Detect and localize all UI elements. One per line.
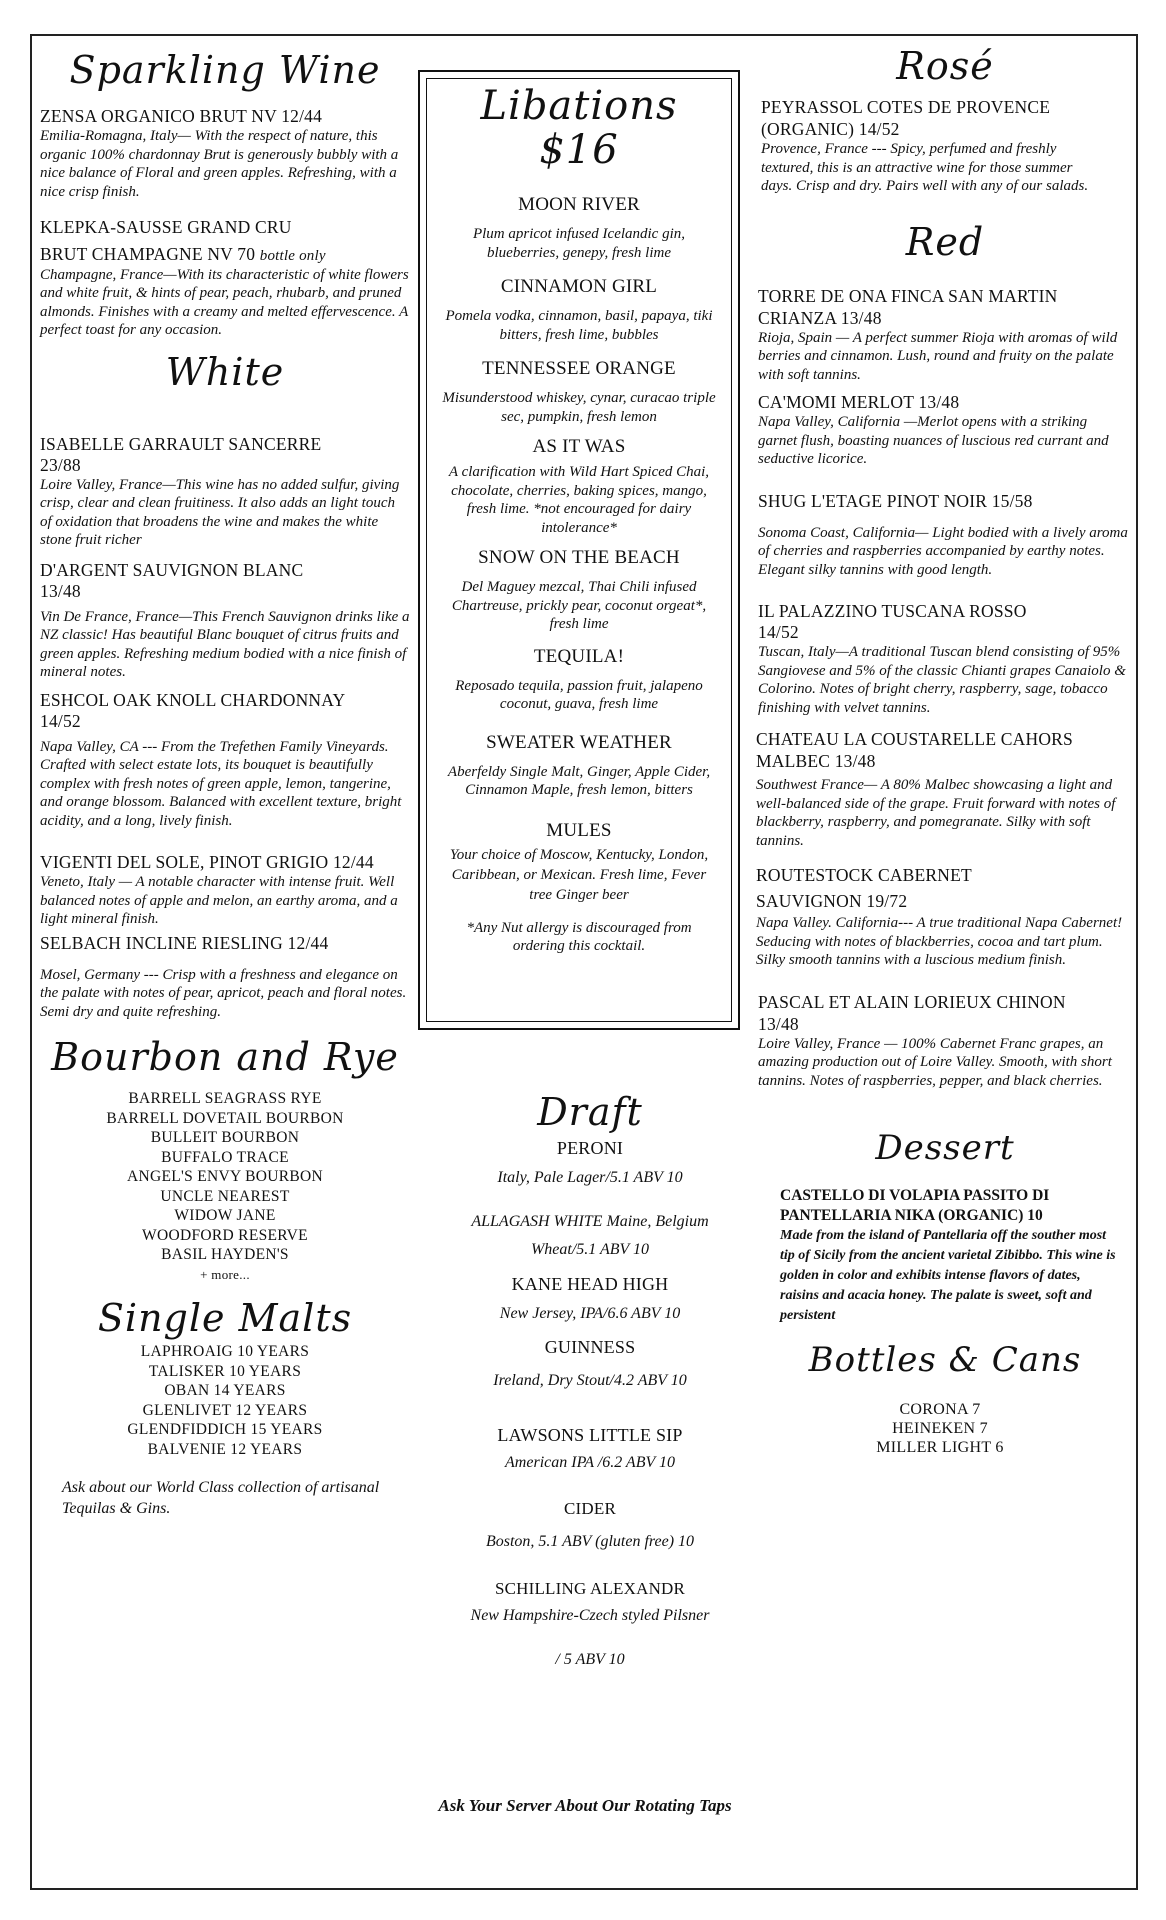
draft-name: KANE HEAD HIGH <box>511 1273 669 1294</box>
wine-name: ESHCOL OAK KNOLL CHARDONNAY <box>40 689 346 710</box>
malts-heading: Single Malts <box>97 1296 353 1340</box>
cocktail <box>440 358 718 426</box>
wine-name: SHUG L'ETAGE PINOT NOIR 15/58 <box>758 490 1033 511</box>
cocktail <box>440 732 718 800</box>
wine-name: VIGENTI DEL SOLE, PINOT GRIGIO 12/44 <box>40 852 374 872</box>
cocktail-name: SNOW ON THE BEACH <box>478 547 680 568</box>
list-item: LAPHROAIG 10 YEARS <box>140 1343 310 1360</box>
draft-description: ALLAGASH WHITE Maine, Belgium Wheat/5.1 ABV 10 <box>471 1212 709 1258</box>
list-item: TALISKER 10 YEARS <box>148 1362 302 1380</box>
wine-name: PEYRASSOL COTES DE PROVENCE (ORGANIC) 14/52 <box>761 97 1051 139</box>
cocktail-name: CINNAMON GIRL <box>500 276 658 297</box>
draft-item <box>440 1208 740 1264</box>
libations-box <box>418 70 740 1030</box>
wine-price: 13/48 <box>40 580 81 601</box>
wine-name-line2 <box>40 244 410 266</box>
wine-name: D'ARGENT SAUVIGNON BLANC <box>40 559 304 580</box>
cocktail <box>440 436 718 537</box>
world-class-note: Ask about our World Class collection of artisanal Tequilas & Gins. <box>62 1479 380 1517</box>
draft-abv: / 5 ABV 10 <box>555 1651 625 1668</box>
wine-name: CHATEAU LA COUSTARELLE CAHORS <box>756 729 1073 749</box>
draft-description: Italy, Pale Lager/5.1 ABV 10 <box>497 1169 683 1186</box>
list-item: BARRELL DOVETAIL BOURBON <box>106 1109 344 1127</box>
cocktail-description: A clarification with Wild Hart Spiced Chai, chocolate, cherries, baking spices, mango, fresh lime. *not encouraged for dairy intolerance* <box>448 464 710 536</box>
white-heading: White <box>165 349 285 394</box>
wine-price: 14/52 <box>758 622 799 642</box>
wine-description: Veneto, Italy — A notable character with intense fruit. Well balanced notes of apple and melon, an earthy aroma, and a light mineral finish. <box>40 874 398 927</box>
draft-description: Boston, 5.1 ABV (gluten free) 10 <box>485 1533 695 1550</box>
wine-description: Napa Valley, CA --- From the Trefethen Family Vineyards. Crafted with select estate lots, its bouquet is beautifully complex with fresh notes of green apple, lemon, tangerine, and orange blossom. Balanced with excellent texture, bright acidity, and a long, lively finish. <box>40 738 402 829</box>
wine-entry <box>40 106 410 201</box>
draft-section <box>440 1090 740 1670</box>
wine-entry <box>756 862 1128 970</box>
list-item: BASIL HAYDEN'S <box>161 1246 289 1263</box>
more-text: + more... <box>200 1266 250 1282</box>
wine-entry <box>40 933 410 1022</box>
draft-description: Ireland, Dry Stout/4.2 ABV 10 <box>493 1372 687 1389</box>
list-item: UNCLE NEAREST <box>160 1187 290 1205</box>
list-item: OBAN 14 YEARS <box>164 1382 286 1399</box>
wine-description: Napa Valley, California —Merlot opens with a striking garnet flush, boasting nuances of luscious red currant and seductive licorice. <box>758 414 1109 467</box>
list-item: BULLEIT BOURBON <box>150 1129 300 1146</box>
wine-name: TORRE DE ONA FINCA SAN MARTIN <box>758 285 1058 306</box>
cocktail <box>440 547 718 634</box>
dessert-heading: Dessert <box>875 1128 1015 1168</box>
wine-entry <box>40 560 410 682</box>
sparkling-heading: Sparkling Wine <box>69 48 381 92</box>
left-column <box>40 48 410 1519</box>
wine-name: ZENSA ORGANICO BRUT NV 12/44 <box>40 106 323 126</box>
cocktail-name: AS IT WAS <box>532 436 626 457</box>
list-item: ANGEL'S ENVY BOURBON <box>127 1168 323 1185</box>
wine-entry <box>756 491 1130 580</box>
wine-description: Loire Valley, France — 100% Cabernet Franc grapes, an amazing production out of Loire Valley. Smooth, with short tannins. Notes of raspberries, pepper, and black cherries. <box>758 1035 1112 1089</box>
libations-content <box>440 84 718 956</box>
wine-name: PASCAL ET ALAIN LORIEUX CHINON <box>758 991 1066 1012</box>
wine-entry <box>40 434 410 550</box>
rotating-taps-note: Ask Your Server About Our Rotating Taps <box>438 1796 732 1815</box>
draft-item <box>440 1578 740 1670</box>
wine-entry <box>756 601 1130 717</box>
draft-description: New Jersey, IPA/6.6 ABV 10 <box>499 1304 681 1322</box>
cocktail-name: MOON RIVER <box>518 194 640 215</box>
wine-description: Southwest France— A 80% Malbec showcasing a light and well-balanced side of the grape. Fruit forward with notes of blackberry, raspberry, and pomegranate. Silky with soft tannins. <box>756 777 1116 849</box>
wine-entry <box>756 96 1091 196</box>
list-item: BALVENIE 12 YEARS <box>147 1440 303 1458</box>
draft-item <box>440 1425 740 1473</box>
list-item: WOODFORD RESERVE <box>142 1226 308 1244</box>
wine-entry <box>40 852 410 929</box>
bottles-heading: Bottles & Cans <box>808 1340 1082 1380</box>
list-item: MILLER LIGHT 6 <box>876 1439 1004 1456</box>
cocktail-name: MULES <box>546 819 612 841</box>
red-heading: Red <box>905 219 985 264</box>
cocktail-name: SWEATER WEATHER <box>486 731 672 753</box>
cocktail-description: Plum apricot infused Icelandic gin, blueberries, genepy, fresh lime <box>472 226 686 261</box>
draft-name: SCHILLING ALEXANDR <box>494 1578 686 1598</box>
cocktail <box>440 276 718 344</box>
cocktail-description: Reposado tequila, passion fruit, jalapeno coconut, guava, fresh lime <box>455 677 703 712</box>
draft-heading: Draft <box>537 1090 643 1134</box>
wine-entry <box>756 284 1130 385</box>
wine-name: CA'MOMI MERLOT 13/48 <box>758 392 960 412</box>
wine-name: SELBACH INCLINE RIESLING 12/44 <box>40 932 329 953</box>
draft-item <box>440 1498 740 1552</box>
cocktail-name: TEQUILA! <box>533 645 625 667</box>
wine-description: Champagne, France—With its characteristic of white flowers and white fruit, & hints of pear, peach, rhubarb, and pruned almonds. Finishes with a creamy and melted effervescence. A perfect toast for any occasion. <box>40 266 409 338</box>
malts-list <box>40 1342 410 1459</box>
list-item: BARRELL SEAGRASS RYE <box>128 1090 322 1107</box>
nut-allergy-note: *Any Nut allergy is discouraged from ordering this cocktail. <box>466 919 692 954</box>
draft-item <box>440 1337 740 1391</box>
cocktail-description: Your choice of Moscow, Kentucky, London, Caribbean, or Mexican. Fresh lime, Fever tree Ginger beer <box>449 846 709 903</box>
wine-description: Napa Valley. California--- A true traditional Napa Cabernet! Seducing with notes of blackberries, cocoa and tart plum. Silky smooth tannins with a luscious medium finish. <box>756 915 1123 968</box>
wine-price: MALBEC 13/48 <box>756 751 876 771</box>
wine-price: 14/52 <box>40 710 81 731</box>
wine-name: IL PALAZZINO TUSCANA ROSSO <box>758 601 1027 621</box>
draft-description: New Hampshire-Czech styled Pilsner <box>470 1606 710 1624</box>
list-item: BUFFALO TRACE <box>161 1148 289 1166</box>
draft-name: LAWSONS LITTLE SIP <box>497 1424 683 1445</box>
wine-description: Mosel, Germany --- Crisp with a freshness and elegance on the palate with notes of pear, apricot, peach and floral notes. Semi dry and quite refreshing. <box>40 966 407 1020</box>
libations-heading: Libations $16 <box>480 83 678 173</box>
wine-price: SAUVIGNON 19/72 <box>756 891 908 911</box>
wine-price: 13/48 <box>758 1013 799 1034</box>
list-item: GLENLIVET 12 YEARS <box>142 1401 308 1419</box>
draft-name: PERONI <box>556 1138 624 1158</box>
wine-description: Provence, France --- Spicy, perfumed and freshly textured, this is an attractive wine for those summer days. Crisp and dry. Pairs well with any of our salads. <box>761 141 1089 194</box>
draft-item <box>440 1138 740 1188</box>
dessert-entry <box>756 1186 1120 1326</box>
wine-entry <box>756 727 1128 850</box>
list-item: CORONA 7 <box>899 1401 981 1418</box>
wine-entry <box>756 990 1130 1091</box>
cocktail-description: Misunderstood whiskey, cynar, curacao triple sec, pumpkin, fresh lemon <box>442 390 716 425</box>
bourbon-heading: Bourbon and Rye <box>51 1035 399 1079</box>
cocktail <box>440 646 718 714</box>
wine-description: Emilia-Romagna, Italy— With the respect of nature, this organic 100% chardonnay Brut is generously bubbly with a nice balance of Floral and green apples. Refreshing, with a nice crisp finish. <box>40 128 399 200</box>
draft-name: CIDER <box>564 1499 616 1518</box>
wine-entry <box>40 217 410 340</box>
cocktail <box>440 820 718 905</box>
wine-entry <box>40 690 410 831</box>
wine-price: 23/88 <box>40 454 81 475</box>
wine-description: Sonoma Coast, California— Light bodied with a lively aroma of cherries and raspberries accompanied by earthy notes. Elegant silky tannins with good length. <box>758 524 1128 578</box>
draft-description: American IPA /6.2 ABV 10 <box>505 1453 675 1471</box>
list-item: GLENDFIDDICH 15 YEARS <box>127 1421 323 1438</box>
draft-item <box>440 1274 740 1324</box>
draft-name: GUINNESS <box>544 1337 636 1357</box>
wine-description: Vin De France, France—This French Sauvignon drinks like a NZ classic! Has beautiful Blanc bouquet of citrus fruits and green apples. Refreshing medium bodied with a nice finish of mineral notes. <box>40 608 410 680</box>
list-item: HEINEKEN 7 <box>892 1420 988 1437</box>
wine-name: ROUTESTOCK CABERNET <box>756 865 972 885</box>
cocktail-description: Aberfeldy Single Malt, Ginger, Apple Cider, Cinnamon Maple, fresh lemon, bitters <box>447 763 711 798</box>
wine-name: ISABELLE GARRAULT SANCERRE <box>40 433 322 454</box>
dessert-description: Made from the island of Pantellaria off the souther most tip of Sicily from the ancient varietal Zibibbo. This wine is golden in color and exhibits intense flavors of dates, raisins and acacia honey. The palate is sweet, soft and persistent <box>780 1228 1116 1323</box>
cocktail-description: Del Maguey mezcal, Thai Chili infused Chartreuse, prickly pear, coconut orgeat*, fresh lime <box>451 579 707 632</box>
wine-entry <box>756 392 1130 469</box>
cocktail <box>440 194 718 262</box>
dessert-name: CASTELLO DI VOLAPIA PASSITO DI PANTELLARIA NIKA (ORGANIC) 10 <box>780 1187 1050 1224</box>
list-item: WIDOW JANE <box>174 1207 276 1224</box>
wine-description: Loire Valley, France—This wine has no added sulfur, giving crisp, clear and clean fruitiness. It also adds an light touch of oxidation that broadens the wine and makes the white stone fruit richer <box>40 476 400 548</box>
cocktail-name: TENNESSEE ORANGE <box>482 358 676 379</box>
cocktail-description: Pomela vodka, cinnamon, basil, papaya, tiki bitters, fresh lime, bubbles <box>445 308 713 343</box>
wine-name-price: BRUT CHAMPAGNE NV 70 <box>40 244 256 264</box>
bottle-note: bottle only <box>259 248 326 264</box>
wine-price: CRIANZA 13/48 <box>758 307 882 328</box>
rose-heading: Rosé <box>896 44 994 88</box>
wine-description: Rioja, Spain — A perfect summer Rioja with aromas of wild berries and cinnamon. Lush, round and fruity on the palate with soft tannins. <box>758 329 1118 383</box>
right-column <box>756 44 1134 1457</box>
bourbon-list <box>40 1089 410 1284</box>
wine-description: Tuscan, Italy—A traditional Tuscan blend consisting of 95% Sangiovese and 5% of the classic Chianti grapes Canaiolo & Colorino. Notes of bright cherry, raspberry, sage, tobacco finishing with velvet tannins. <box>758 644 1126 716</box>
wine-name: KLEPKA-SAUSSE GRAND CRU <box>40 217 292 237</box>
bottles-list <box>746 1400 1134 1457</box>
